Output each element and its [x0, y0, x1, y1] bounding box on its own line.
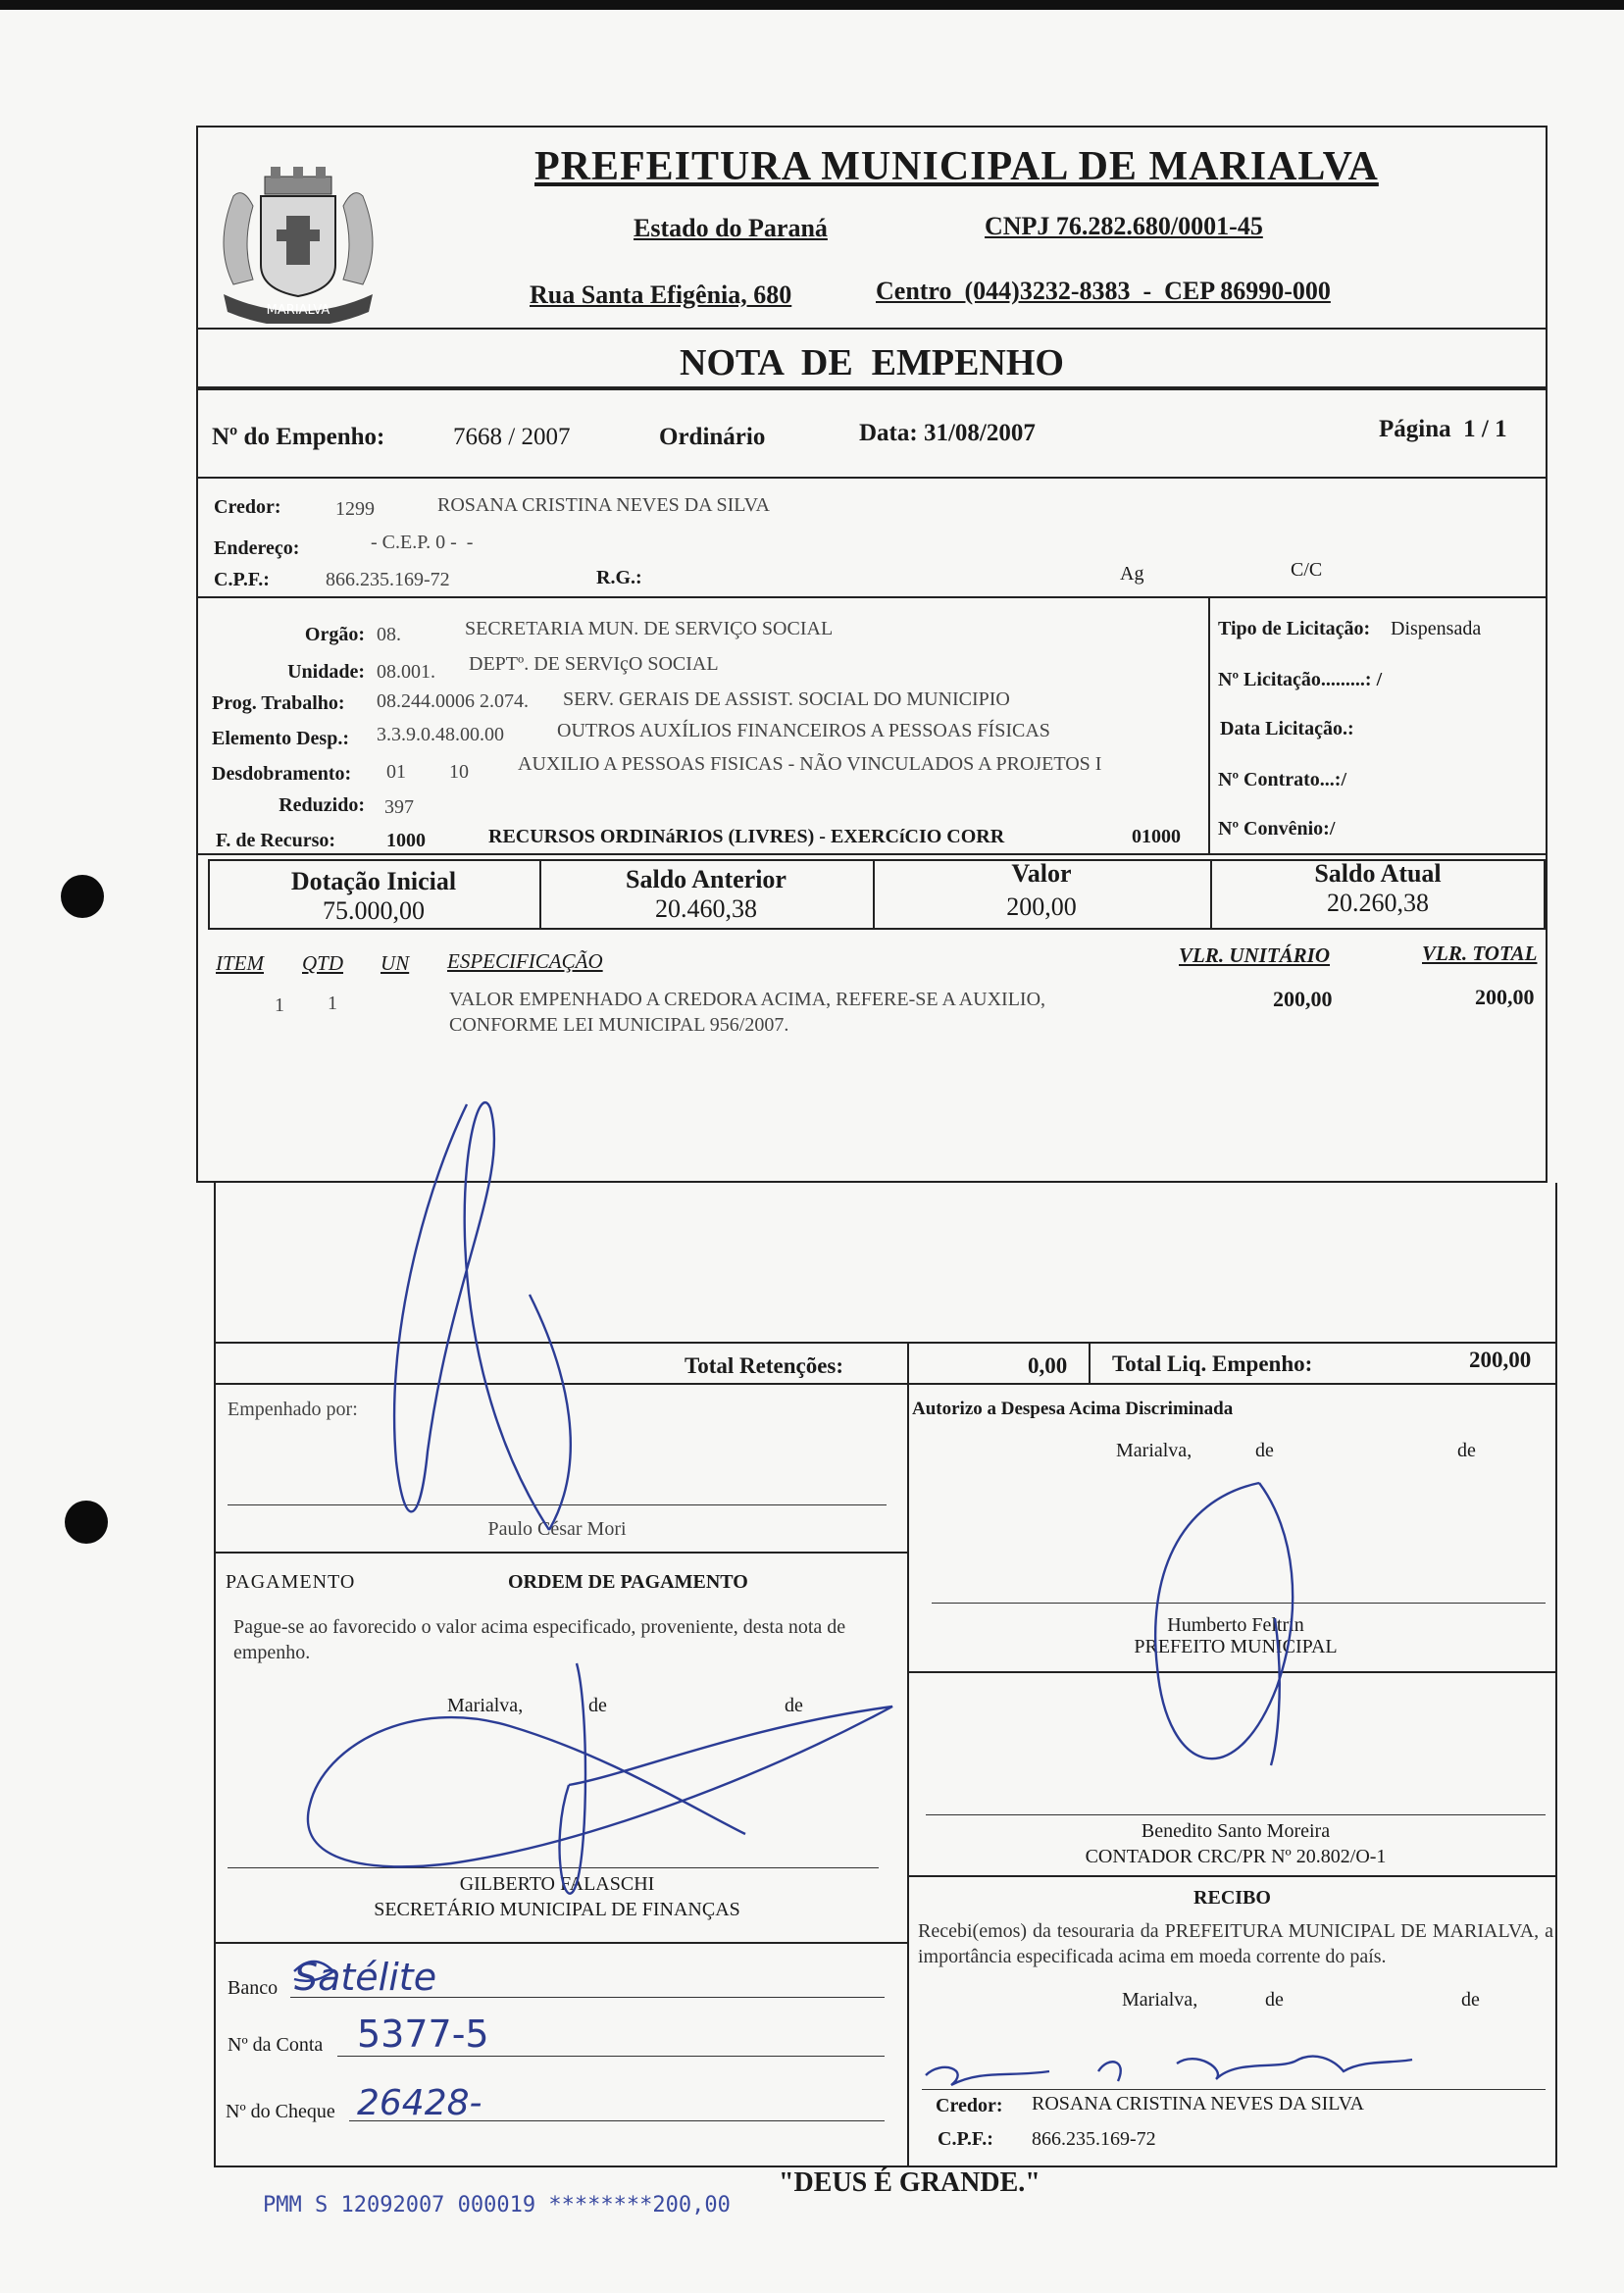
item-number: 1	[275, 994, 284, 1016]
col-valor-unitario: VLR. UNITÁRIO	[1179, 943, 1331, 967]
liquido-value: 200,00	[1469, 1348, 1532, 1372]
recibo-credor-name: ROSANA CRISTINA NEVES DA SILVA	[1032, 2093, 1364, 2115]
numero-convenio: Nº Convênio:/	[1218, 818, 1336, 840]
fonte-recurso-code2: 01000	[1132, 826, 1181, 847]
col-item: ITEM	[216, 951, 264, 975]
reduzido-label: Reduzido:	[279, 794, 365, 816]
page-number: Página 1 / 1	[1379, 416, 1507, 442]
data-licitacao: Data Licitação.:	[1220, 718, 1354, 739]
tipo-licitacao-label: Tipo de Licitação:	[1218, 618, 1371, 639]
tipo-licitacao-value: Dispensada	[1391, 618, 1482, 639]
recibo-title: RECIBO	[1193, 1887, 1271, 1909]
elemento-code: 3.3.9.0.48.00.00	[377, 724, 504, 745]
autorizo-de1: de	[1255, 1440, 1274, 1461]
pagamento-de1: de	[588, 1695, 607, 1716]
unidade-desc: DEPTº. DE SERVIçO SOCIAL	[469, 653, 719, 675]
retencoes-value: 0,00	[1028, 1353, 1068, 1378]
state-label: Estado do Paraná	[634, 214, 828, 242]
cheque-label: Nº do Cheque	[226, 2101, 335, 2122]
desdobramento-code2: 10	[449, 761, 469, 783]
pagamento-de2: de	[785, 1695, 803, 1716]
pagamento-city: Marialva,	[447, 1695, 524, 1716]
conta-corrente-label: C/C	[1291, 559, 1323, 581]
item-total-value: 200,00	[1475, 985, 1535, 1009]
col-un: UN	[381, 951, 410, 975]
item-qtd: 1	[328, 993, 337, 1014]
recibo-credor-label: Credor:	[936, 2095, 1003, 2116]
prog-trabalho-desc: SERV. GERAIS DE ASSIST. SOCIAL DO MUNICIPIO	[563, 688, 1010, 710]
col-especificacao: ESPECIFICAÇÃO	[447, 949, 603, 973]
conta-label: Nº da Conta	[228, 2034, 324, 2056]
prefeito-title: PREFEITO MUNICIPAL	[1134, 1636, 1338, 1657]
empenho-number: 7668 / 2007	[453, 424, 571, 450]
cpf-label: C.P.F.:	[214, 569, 270, 590]
elemento-desc: OUTROS AUXÍLIOS FINANCEIROS A PESSOAS FÍSICAS	[557, 720, 1050, 741]
item-description-line1: VALOR EMPENHADO A CREDORA ACIMA, REFERE-SE A AUXILIO,	[449, 989, 1046, 1010]
payment-stamp: PMM S 12092007 000019 ********200,00	[263, 2193, 731, 2217]
col-valor-total: VLR. TOTAL	[1422, 942, 1538, 965]
pagamento-label: PAGAMENTO	[226, 1571, 356, 1593]
dotacao-label: Dotação Inicial	[290, 867, 457, 895]
banco-label: Banco	[228, 1977, 279, 1999]
street-label: Rua Santa Efigênia, 680	[530, 280, 792, 309]
reduzido-value: 397	[384, 796, 414, 818]
banco-value: Satélite	[294, 1956, 437, 1999]
empenhado-por-name: Paulo César Mori	[487, 1518, 627, 1540]
endereco-value: - C.E.P. 0 - -	[371, 532, 474, 553]
orgao-desc: SECRETARIA MUN. DE SERVIÇO SOCIAL	[465, 618, 834, 639]
elemento-label: Elemento Desp.:	[212, 728, 349, 749]
credor-label: Credor:	[214, 496, 281, 518]
empenhado-por-label: Empenhado por:	[228, 1399, 358, 1420]
doc-title: NOTA DE EMPENHO	[680, 342, 1064, 383]
fonte-recurso-desc: RECURSOS ORDINáRIOS (LIVRES) - EXERCíCIO CORR	[488, 826, 1005, 847]
dotacao-value: 75.000,00	[323, 896, 425, 925]
autorizo-label: Autorizo a Despesa Acima Discriminada	[912, 1399, 1234, 1419]
recibo-cpf-value: 866.235.169-72	[1032, 2128, 1156, 2150]
saldo-atual-label: Saldo Atual	[1314, 859, 1442, 888]
prefeito-name: Humberto Feltrin	[1167, 1614, 1304, 1636]
fonte-recurso-label: F. de Recurso:	[216, 830, 336, 851]
cpf-value: 866.235.169-72	[326, 569, 450, 590]
orgao-code: 08.	[377, 624, 401, 645]
numero-licitacao: Nº Licitação.........: /	[1218, 669, 1383, 690]
fonte-recurso-code: 1000	[386, 830, 426, 851]
valor-label: Valor	[1011, 859, 1072, 888]
ordem-pagamento-label: ORDEM DE PAGAMENTO	[508, 1571, 748, 1593]
saldo-anterior-label: Saldo Anterior	[626, 865, 787, 893]
cheque-value: 26428-	[357, 2083, 482, 2123]
secretario-title: SECRETÁRIO MUNICIPAL DE FINANÇAS	[374, 1899, 740, 1920]
autorizo-city: Marialva,	[1116, 1440, 1193, 1461]
item-description-line2: CONFORME LEI MUNICIPAL 956/2007.	[449, 1014, 789, 1036]
retencoes-label: Total Retenções:	[685, 1353, 844, 1378]
empenho-type: Ordinário	[659, 424, 766, 450]
empenho-date: Data: 31/08/2007	[859, 420, 1036, 446]
prog-trabalho-code: 08.244.0006 2.074.	[377, 690, 529, 712]
valor-value: 200,00	[1006, 892, 1077, 921]
orgao-label: Orgão:	[304, 624, 365, 645]
footer-motto: "DEUS É GRANDE."	[779, 2167, 1040, 2198]
contador-name: Benedito Santo Moreira	[1141, 1820, 1331, 1842]
col-qtd: QTD	[302, 951, 344, 975]
rg-label: R.G.:	[596, 567, 642, 588]
contact-label: Centro (044)3232-8383 - CEP 86990-000	[876, 277, 1331, 305]
recibo-de2: de	[1461, 1989, 1480, 2011]
svg-text:MARIALVA: MARIALVA	[266, 303, 330, 318]
conta-value: 5377-5	[357, 2013, 489, 2056]
recibo-city: Marialva,	[1122, 1989, 1198, 2011]
secretario-name: GILBERTO FALASCHI	[459, 1873, 655, 1895]
contador-title: CONTADOR CRC/PR Nº 20.802/O-1	[1085, 1846, 1387, 1867]
desdobramento-label: Desdobramento:	[212, 763, 352, 785]
cnpj-label: CNPJ 76.282.680/0001-45	[985, 212, 1263, 240]
unidade-label: Unidade:	[287, 661, 365, 683]
liquido-label: Total Liq. Empenho:	[1112, 1351, 1313, 1376]
recibo-cpf-label: C.P.F.:	[938, 2128, 993, 2150]
empenho-number-label: Nº do Empenho:	[212, 424, 385, 450]
agencia-label: Ag	[1120, 563, 1144, 585]
prog-trabalho-label: Prog. Trabalho:	[212, 692, 345, 714]
recibo-text: Recebi(emos) da tesouraria da PREFEITURA MUNICIPAL DE MARIALVA, a importância especificada acima em moeda corrente do país.	[918, 1920, 1553, 1967]
endereco-label: Endereço:	[214, 537, 300, 559]
credor-name: ROSANA CRISTINA NEVES DA SILVA	[437, 494, 770, 516]
saldo-anterior-value: 20.460,38	[655, 894, 757, 923]
credor-code: 1299	[335, 498, 375, 520]
saldo-atual-value: 20.260,38	[1327, 889, 1429, 917]
prefeitura-title: PREFEITURA MUNICIPAL DE MARIALVA	[534, 144, 1379, 189]
desdobramento-desc: AUXILIO A PESSOAS FISICAS - NÃO VINCULADOS A PROJETOS I	[518, 753, 1102, 775]
desdobramento-code1: 01	[386, 761, 406, 783]
autorizo-de2: de	[1457, 1440, 1476, 1461]
item-unit-value: 200,00	[1273, 987, 1333, 1011]
recibo-de1: de	[1265, 1989, 1284, 2011]
unidade-code: 08.001.	[377, 661, 435, 683]
pague-se-text: Pague-se ao favorecido o valor acima especificado, proveniente, desta nota de empenho.	[233, 1616, 846, 1663]
numero-contrato: Nº Contrato...:/	[1218, 769, 1347, 790]
